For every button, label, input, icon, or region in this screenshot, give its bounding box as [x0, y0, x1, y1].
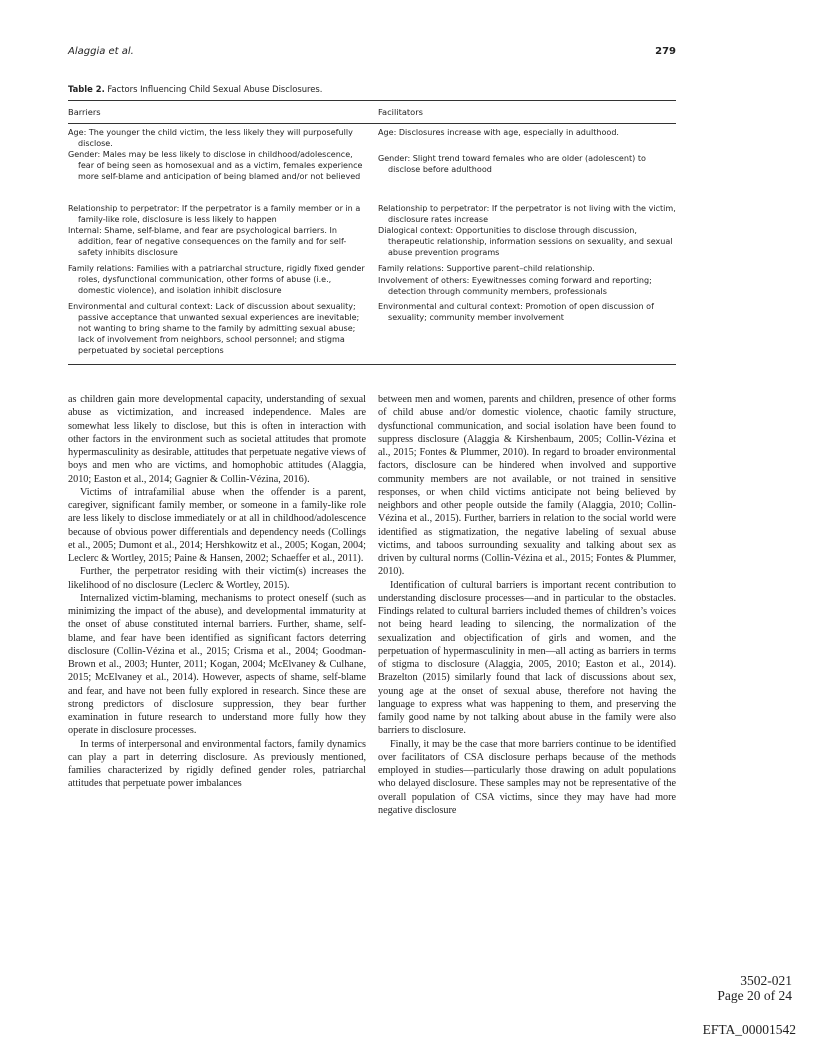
running-head-authors: Alaggia et al.: [68, 46, 134, 57]
body-paragraph: Identification of cultural barriers is important recent contribution to understanding disclosure processes—and in particular to the obstacles. Findings related to cultural barriers included themes of children’s voices not being heard leading to silencing, the normalization of the sexualization and objectification of girls and women, and the perpetuation of hypermasculinity in men—all acting as barriers in terms of stigma to disclosure (Alaggia, 2005, 2010; Easton et al., 2014). Brazelton (2015) similarly found that lack of discussions about sex, young age at the onset of sexual abuse, therefore not having the language to express what was happening to them, and preserving the family good name by not talking about abuse in the family were also barriers to disclosure.: [378, 579, 676, 737]
facilitator-cell: Family relations: Supportive parent–child relationship.: [378, 264, 595, 273]
barrier-cell: Age: The younger the child victim, the less likely they will purposefully disclose.: [68, 128, 353, 148]
table-caption-text: Factors Influencing Child Sexual Abuse Disclosures.: [104, 84, 323, 94]
barrier-cell: Gender: Males may be less likely to disclose in childhood/adolescence, fear of being seen as homosexual and as a victim, females experience more self-blame and anticipation of being blamed and/or not believed: [68, 150, 363, 181]
body-paragraph: as children gain more developmental capacity, understanding of sexual abuse as victimization, and increased independence. Males are somewhat less likely to disclose, but this is often in interaction with other factors in the environment such as societal attitudes that promote hypermasculinity as desirable, attitudes that perpetuate negative views of boys and men who are victims, and homophobic attitudes (Alaggia, 2010; Easton et al., 2014; Gagnier & Collin-Vézina, 2016).: [68, 394, 366, 485]
body-paragraph: Victims of intrafamilial abuse when the offender is a parent, caregiver, significant family member, or someone in a family-like role are less likely to disclose immediately or at all in childhood/adolescence because of obvious power differentials and dependency needs (Collings et al., 2005; Dumont et al., 2014; Hershkowitz et al., 2005; Kogan, 2004; Leclerc & Wortley, 2015; Paine & Hansen, 2002; Schaeffer et al., 2011).: [68, 486, 366, 564]
facilitator-cell: Relationship to perpetrator: If the perpetrator is not living with the victim, disclosure rates increase: [378, 204, 676, 224]
body-paragraph: Further, the perpetrator residing with their victim(s) increases the likelihood of no disclosure (Leclerc & Wortley, 2015).: [68, 566, 366, 591]
barrier-cell: Environmental and cultural context: Lack of discussion about sexuality; passive acceptance that unwanted sexual experiences are inevitable; not wanting to bring shame to the family by admitting sexual abuse; lack of involvement from neighbors, school personnel; and stigma perpetuated by societal perceptions: [68, 302, 360, 355]
barrier-cell: Internal: Shame, self-blame, and fear are psychological barriers. In addition, fear of negative consequences on the family and for self-safety inhibits disclosure: [68, 226, 347, 257]
body-paragraph: Finally, it may be the case that more barriers continue to be identified over facilitators of CSA disclosure perhaps because of the methods employed in studies—particularly those drawing on adult populations who delayed disclosure. These samples may not be representative of the overall population of CSA victims, since they may have had more negative disclosure: [378, 738, 676, 816]
facilitator-cell: Environmental and cultural context: Promotion of open discussion of sexuality; community member involvement: [378, 302, 654, 322]
barrier-cell: Family relations: Families with a patriarchal structure, rigidly fixed gender roles, dysfunctional communication, other forms of abuse (i.e., domestic violence), and isolation inhibit disclosure: [68, 264, 365, 295]
column-header-barriers: Barriers: [68, 107, 101, 117]
page-of-count: Page 20 of 24: [717, 988, 792, 1003]
court-footer: [717, 973, 792, 1003]
facilitator-cell: Gender: Slight trend toward females who are older (adolescent) to disclose before adulthood: [378, 154, 646, 174]
table-caption: [68, 84, 676, 94]
table-caption-label: Table 2.: [68, 84, 105, 94]
facilitator-cell: Age: Disclosures increase with age, especially in adulthood.: [378, 128, 619, 137]
facilitator-cell: Involvement of others: Eyewitnesses coming forward and reporting; detection through community members, professionals: [378, 276, 652, 296]
table-bottom-rule: [68, 364, 676, 365]
journal-page-number: 279: [655, 46, 676, 57]
facilitator-cell: Dialogical context: Opportunities to disclose through discussion, therapeutic relationship, information sessions on sexuality, and sexual abuse prevention programs: [378, 226, 673, 257]
body-column-left: [68, 393, 366, 791]
bates-number: EFTA_00001542: [702, 1022, 796, 1037]
column-header-facilitators: Facilitators: [378, 107, 423, 117]
table-header-rule: [68, 123, 676, 124]
document-number: 3502-021: [740, 973, 792, 988]
table-top-rule: [68, 100, 676, 101]
running-header: [68, 46, 676, 60]
body-paragraph: Internalized victim-blaming, mechanisms to protect oneself (such as minimizing the impact of the abuse), and developmental immaturity at the onset of abuse constituted internal barriers. Further, shame, self-blame, and fear have been identified as significant factors deterring disclosure (Collin-Vézina et al., 2015; Crisma et al., 2004; Goodman-Brown et al., 2003; Hunter, 2011; Kogan, 2004; McElvaney & Culhane, 2015; McElvaney et al., 2014). However, aspects of shame, self-blame and fear, and have not been fully explored in research. Since these are strong predictors of disclosure suppression, they bear further examination in future research to understand more fully how they operate in disclosure processes.: [68, 592, 366, 737]
body-paragraph: between men and women, parents and children, presence of other forms of child abuse and/or domestic violence, chaotic family structure, dysfunctional communication, and social isolation have been found to suppress disclosure (Alaggia & Kirshenbaum, 2005; Collin-Vézina et al., 2015; Fontes & Plummer, 2010). In regard to broader environmental factors, disclosure can be hindered when involved and supportive community members are not available, or not trained in sensitive responses, or when child victims anticipate not being believed by neighbors and other people outside the family (Alaggia, 2010; Collin-Vézina et al., 2015). Further, barriers in relation to the social world were identified as stigmatization, the negative labeling of sexual abuse victims, and taboos surrounding sexuality and talking about sex as driven by cultural norms (Collin-Vézina et al., 2015; Fontes & Plummer, 2010).: [378, 394, 676, 578]
body-column-right: [378, 393, 676, 817]
body-paragraph: In terms of interpersonal and environmental factors, family dynamics can play a part in deterring disclosure. As previously mentioned, families characterized by rigidly defined gender roles, patriarchal attitudes that perpetuate power imbalances: [68, 738, 366, 790]
barrier-cell: Relationship to perpetrator: If the perpetrator is a family member or in a family-like role, disclosure is less likely to happen: [68, 204, 361, 224]
